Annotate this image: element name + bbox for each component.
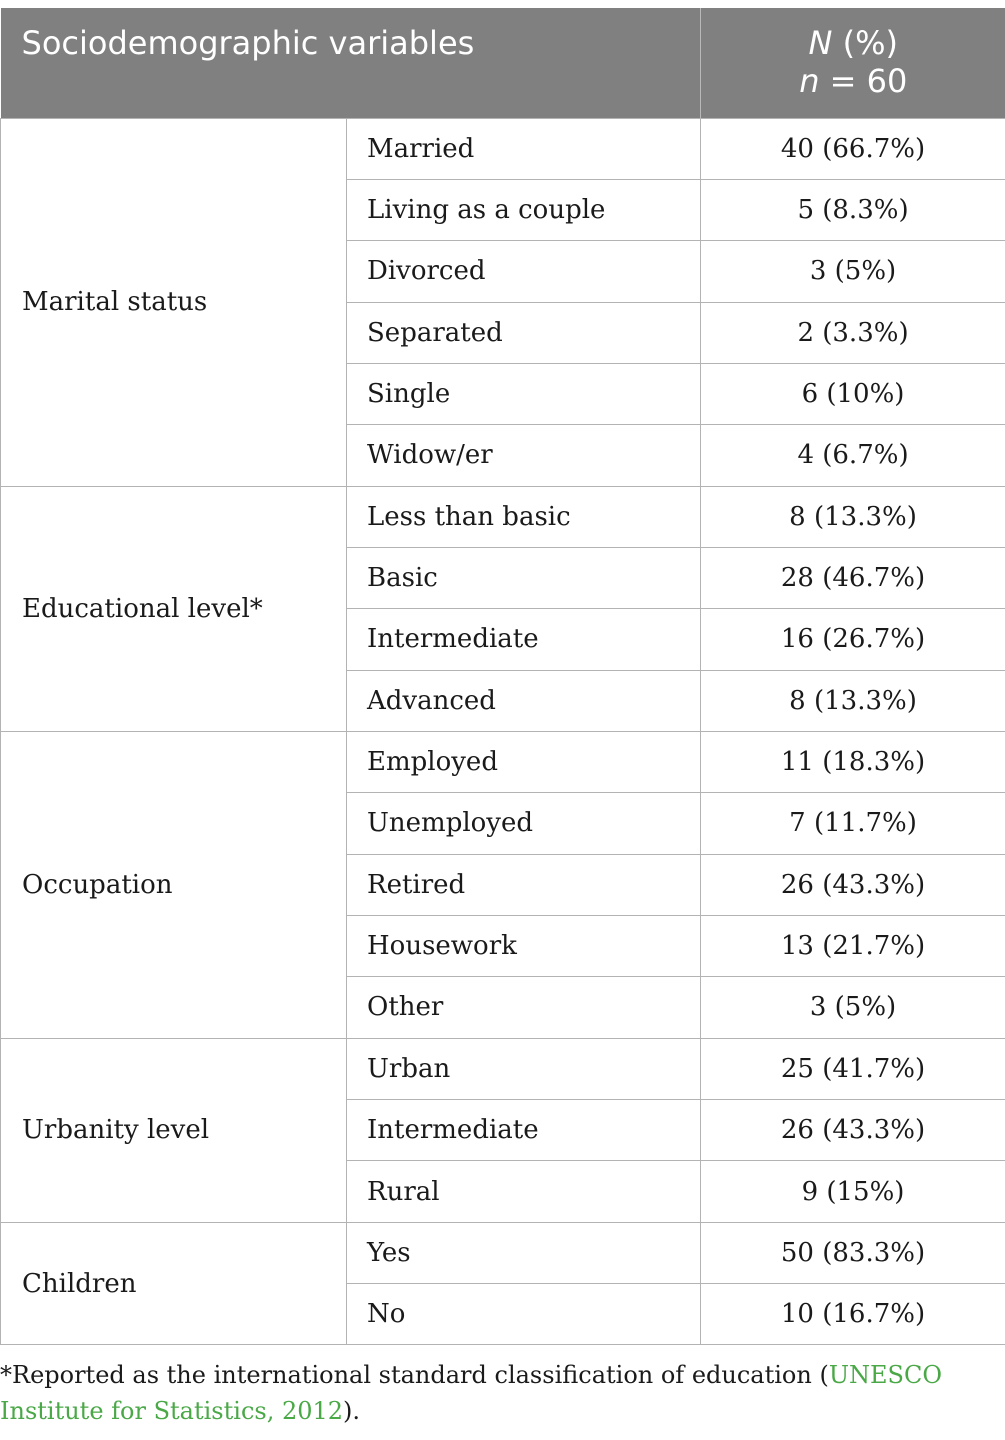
group-label: Urbanity level — [1, 1038, 347, 1222]
value-cell: 8 (13.3%) — [701, 670, 1005, 731]
value-cell: 28 (46.7%) — [701, 547, 1005, 608]
table-header — [1, 8, 1005, 118]
value-cell: 10 (16.7%) — [701, 1284, 1005, 1345]
footnote-citation-link[interactable]: UNESCO Institute for Statistics, 2012 — [0, 1361, 943, 1425]
header-n-percent — [701, 8, 1005, 118]
category-cell: Urban — [347, 1038, 701, 1099]
header-variables — [1, 8, 701, 118]
category-cell: Living as a couple — [347, 179, 701, 240]
category-cell: Employed — [347, 731, 701, 792]
group-label: Occupation — [1, 731, 347, 1038]
value-cell: 11 (18.3%) — [701, 731, 1005, 792]
value-cell: 7 (11.7%) — [701, 793, 1005, 854]
header-row — [1, 8, 1005, 118]
value-cell: 2 (3.3%) — [701, 302, 1005, 363]
header-percent-label: (%) — [832, 24, 898, 62]
category-cell: No — [347, 1284, 701, 1345]
category-cell: Married — [347, 118, 701, 179]
value-cell: 4 (6.7%) — [701, 425, 1005, 486]
category-cell: Retired — [347, 854, 701, 915]
value-cell: 16 (26.7%) — [701, 609, 1005, 670]
group-label: Children — [1, 1222, 347, 1345]
category-cell: Unemployed — [347, 793, 701, 854]
table-row — [1, 486, 1005, 547]
table-row — [1, 118, 1005, 179]
category-cell: Yes — [347, 1222, 701, 1283]
category-cell: Basic — [347, 547, 701, 608]
value-cell: 25 (41.7%) — [701, 1038, 1005, 1099]
value-cell: 26 (43.3%) — [701, 854, 1005, 915]
value-cell: 9 (15%) — [701, 1161, 1005, 1222]
group-label: Marital status — [1, 118, 347, 486]
footnote-end: ). — [343, 1397, 361, 1425]
header-n-symbol: N — [808, 24, 833, 62]
value-cell: 40 (66.7%) — [701, 118, 1005, 179]
table-footnote — [0, 1357, 1000, 1429]
header-variables-label: Sociodemographic variables — [21, 24, 475, 62]
category-cell: Rural — [347, 1161, 701, 1222]
value-cell: 6 (10%) — [701, 363, 1005, 424]
table-body — [1, 118, 1005, 1345]
header-sample-symbol: n — [799, 62, 820, 100]
value-cell: 8 (13.3%) — [701, 486, 1005, 547]
data-table-container — [0, 8, 1005, 1345]
category-cell: Advanced — [347, 670, 701, 731]
category-cell: Less than basic — [347, 486, 701, 547]
footnote-text: *Reported as the international standard classification of education ( — [0, 1361, 829, 1389]
category-cell: Intermediate — [347, 609, 701, 670]
category-cell: Widow/er — [347, 425, 701, 486]
sociodemographic-table — [0, 8, 1005, 1345]
group-label: Educational level* — [1, 486, 347, 731]
category-cell: Divorced — [347, 241, 701, 302]
category-cell: Separated — [347, 302, 701, 363]
table-row — [1, 1038, 1005, 1099]
table-row — [1, 1222, 1005, 1283]
value-cell: 50 (83.3%) — [701, 1222, 1005, 1283]
value-cell: 5 (8.3%) — [701, 179, 1005, 240]
category-cell: Intermediate — [347, 1100, 701, 1161]
value-cell: 26 (43.3%) — [701, 1100, 1005, 1161]
table-row — [1, 731, 1005, 792]
category-cell: Housework — [347, 915, 701, 976]
value-cell: 3 (5%) — [701, 241, 1005, 302]
value-cell: 3 (5%) — [701, 977, 1005, 1038]
category-cell: Single — [347, 363, 701, 424]
value-cell: 13 (21.7%) — [701, 915, 1005, 976]
category-cell: Other — [347, 977, 701, 1038]
header-sample-size: = 60 — [819, 62, 908, 100]
